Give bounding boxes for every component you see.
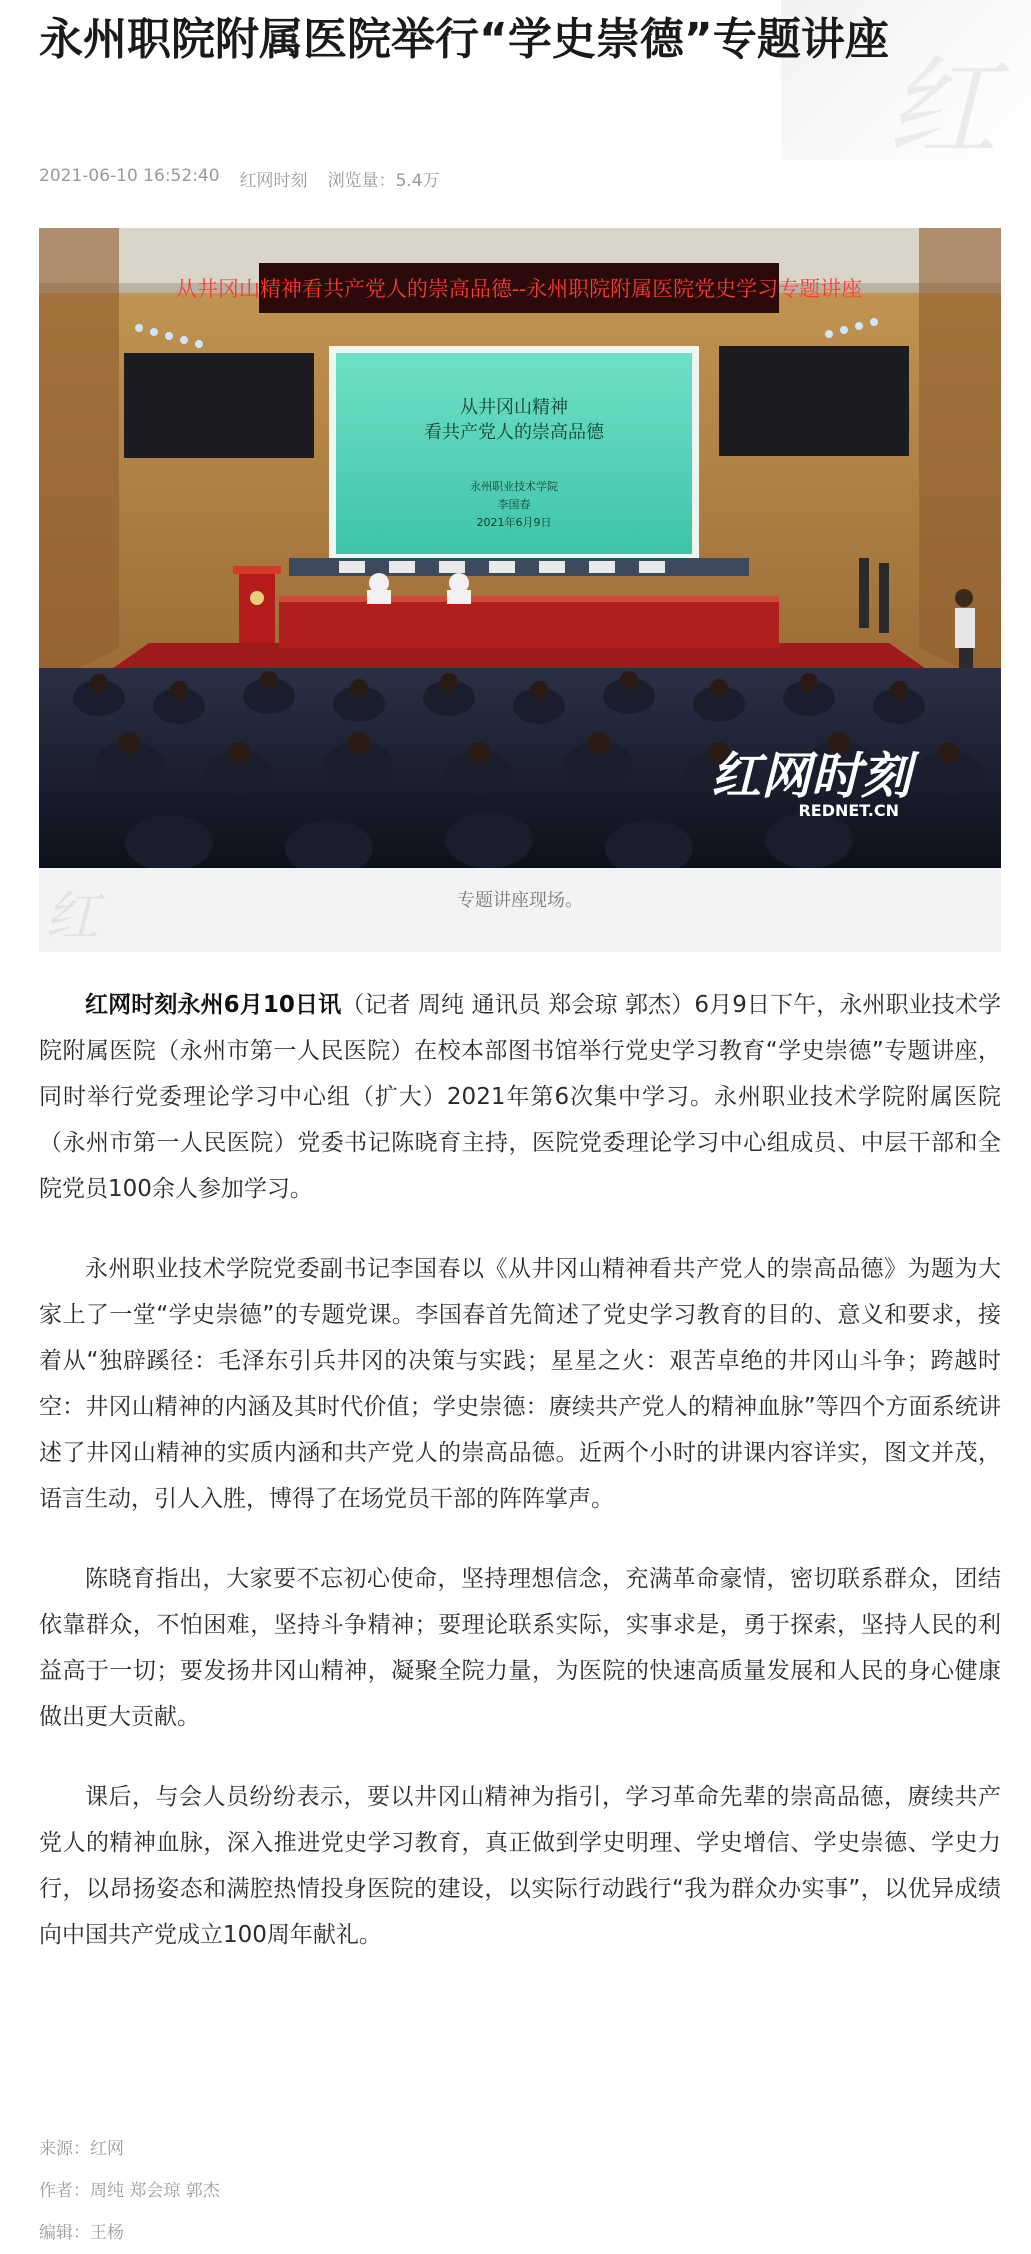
lecture-photo[interactable]	[39, 228, 1001, 868]
publish-datetime: 2021-06-10 16:52:40	[39, 166, 220, 186]
rednet-logo-sub: REDNET.CN	[798, 801, 899, 820]
paragraph-1-text: （记者 周纯 通讯员 郑会琼 郭杰）6月9日下午，永州职业技术学院附属医院（永州市第一人民医院）在校本部图书馆举行党史学习教育“学史崇德”专题讲座，同时举行党委理论学习中心组（扩大）2021年第6次集中学习。永州职业技术学院附属医院（永州市第一人民医院）党委书记陈晓育主持，医院党委理论学习中心组成员、中层干部和全院党员100余人参加学习。	[39, 992, 1001, 1202]
paragraph-1	[39, 982, 1001, 1212]
paragraph-4: 课后，与会人员纷纷表示，要以井冈山精神为指引，学习革命先辈的崇高品德，赓续共产党人的精神血脉，深入推进党史学习教育，真正做到学史明理、学史增信、学史崇德、学史力行，以昂扬姿态和满腔热情投身医院的建设，以实际行动践行“我为群众办实事”，以优异成绩向中国共产党成立100周年献礼。	[39, 1784, 1001, 1948]
footer-editor: 编辑：王杨	[39, 2223, 124, 2243]
figure-watermark: 红	[45, 885, 99, 948]
article-figure	[39, 228, 1001, 952]
screen-org: 永州职业技术学院	[470, 480, 558, 493]
lecture-hall-image	[39, 228, 1001, 868]
article-title: 永州职院附属医院举行“学史崇德”专题讲座	[39, 14, 889, 65]
views-value: 5.4万	[395, 171, 440, 191]
dateline: 红网时刻永州6月10日讯	[85, 992, 342, 1018]
screen-date: 2021年6月9日	[476, 516, 552, 529]
rednet-logo: 红网时刻	[711, 747, 911, 805]
footer-author: 作者：周纯 郑会琼 郭杰	[39, 2181, 220, 2201]
figure-caption: 专题讲座现场。	[457, 890, 583, 911]
screen-line-2: 看共产党人的崇高品德	[424, 422, 604, 443]
article-meta	[39, 166, 440, 191]
banner-text: 从井冈山精神看共产党人的崇高品德--永州职院附属医院党史学习专题讲座	[175, 277, 863, 301]
view-count	[328, 166, 440, 191]
screen-name: 李国春	[497, 498, 531, 511]
article-footer	[39, 2128, 220, 2254]
article-body	[39, 982, 1001, 1992]
source-link[interactable]: 红网时刻	[239, 171, 308, 191]
paragraph-3: 陈晓育指出，大家要不忘初心使命，坚持理想信念，充满革命豪情，密切联系群众，团结依靠群众，不怕困难，坚持斗争精神；要理论联系实际，实事求是，勇于探索，坚持人民的利益高于一切；要发扬井冈山精神，凝聚全院力量，为医院的快速高质量发展和人民的身心健康做出更大贡献。	[39, 1566, 1001, 1730]
views-label: 浏览量：	[327, 171, 396, 191]
footer-source: 来源：红网	[39, 2139, 124, 2159]
top-watermark: 红	[781, 0, 1031, 160]
screen-line-1: 从井冈山精神	[460, 397, 568, 418]
paragraph-2: 永州职业技术学院党委副书记李国春以《从井冈山精神看共产党人的崇高品德》为题为大家上了一堂“学史崇德”的专题党课。李国春首先简述了党史学习教育的目的、意义和要求，接着从“独辟蹊径：毛泽东引兵井冈的决策与实践；星星之火：艰苦卓绝的井冈山斗争；跨越时空：井冈山精神的内涵及其时代价值；学史崇德：赓续共产党人的精神血脉”等四个方面系统讲述了井冈山精神的实质内涵和共产党人的崇高品德。近两个小时的讲课内容详实，图文并茂，语言生动，引人入胜，博得了在场党员干部的阵阵掌声。	[39, 1256, 1001, 1512]
